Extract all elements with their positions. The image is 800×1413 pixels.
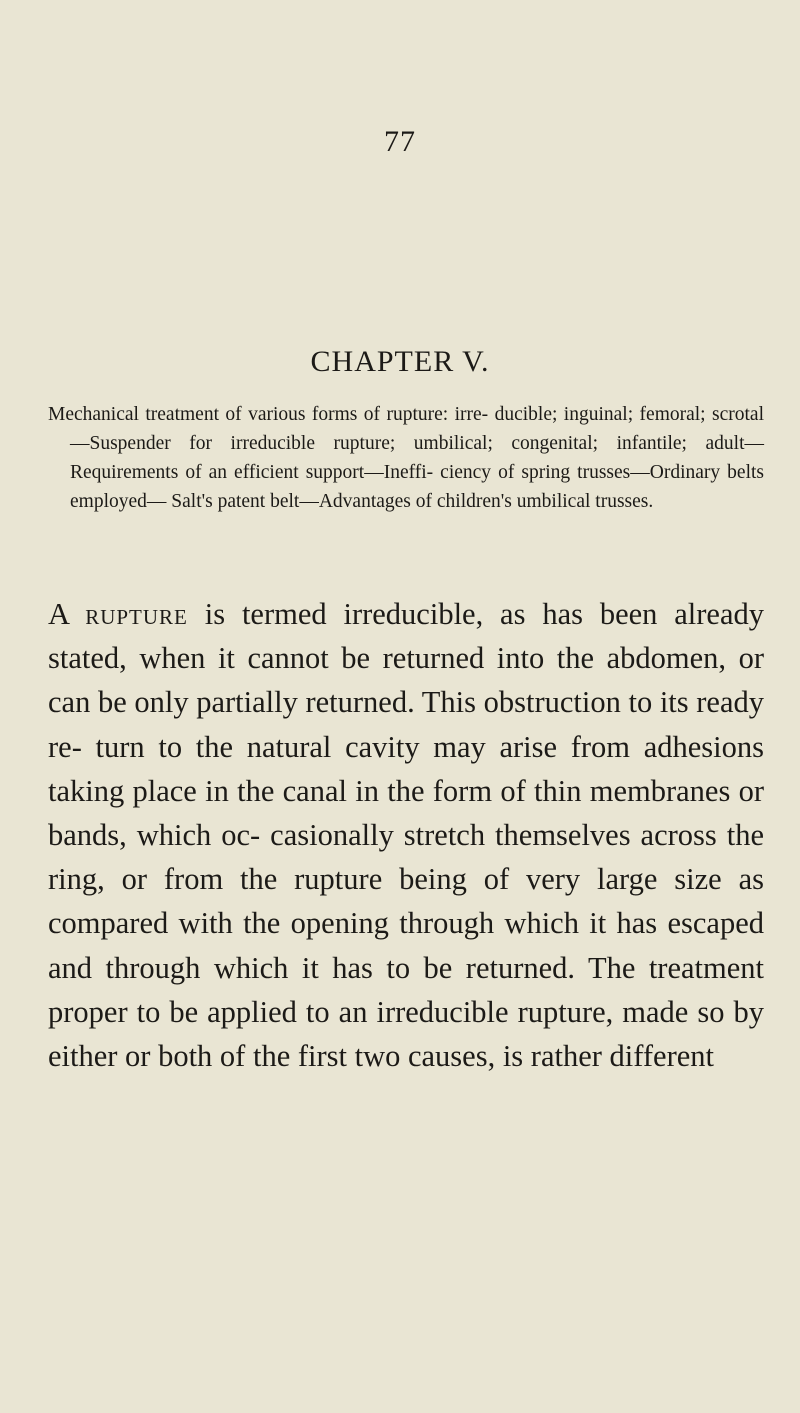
chapter-title: CHAPTER V.	[310, 345, 490, 378]
page-number: 77	[384, 125, 416, 158]
opening-smallcaps: rupture	[85, 597, 188, 631]
chapter-synopsis: Mechanical treatment of various forms of rupture: irre- ducible; inguinal; femoral; scrotal—Suspender for irreducible rupture; umbilical; congenital; infantile; adult—Requirements of an efficient support—Ineffi- ciency of spring trusses—Ordinary belts employed— Salt's patent belt—Advantages of children's umbilical trusses.	[48, 404, 764, 513]
body-paragraph	[48, 592, 764, 1078]
opening-letter: A	[48, 597, 69, 631]
body-text: is termed irreducible, as has been already stated, when it cannot be returned into the abdomen, or can be only partially returned. This obstruction to its ready re- turn to the natural cavity may arise from adhesions taking place in the canal in the form of thin membranes or bands, which oc- casionally stretch themselves across the ring, or from the rupture being of very large size as compared with the opening through which it has escaped and through which it has to be returned. The treatment proper to be applied to an irreducible rupture, made so by either or both of the first two causes, is rather different	[48, 597, 765, 1074]
